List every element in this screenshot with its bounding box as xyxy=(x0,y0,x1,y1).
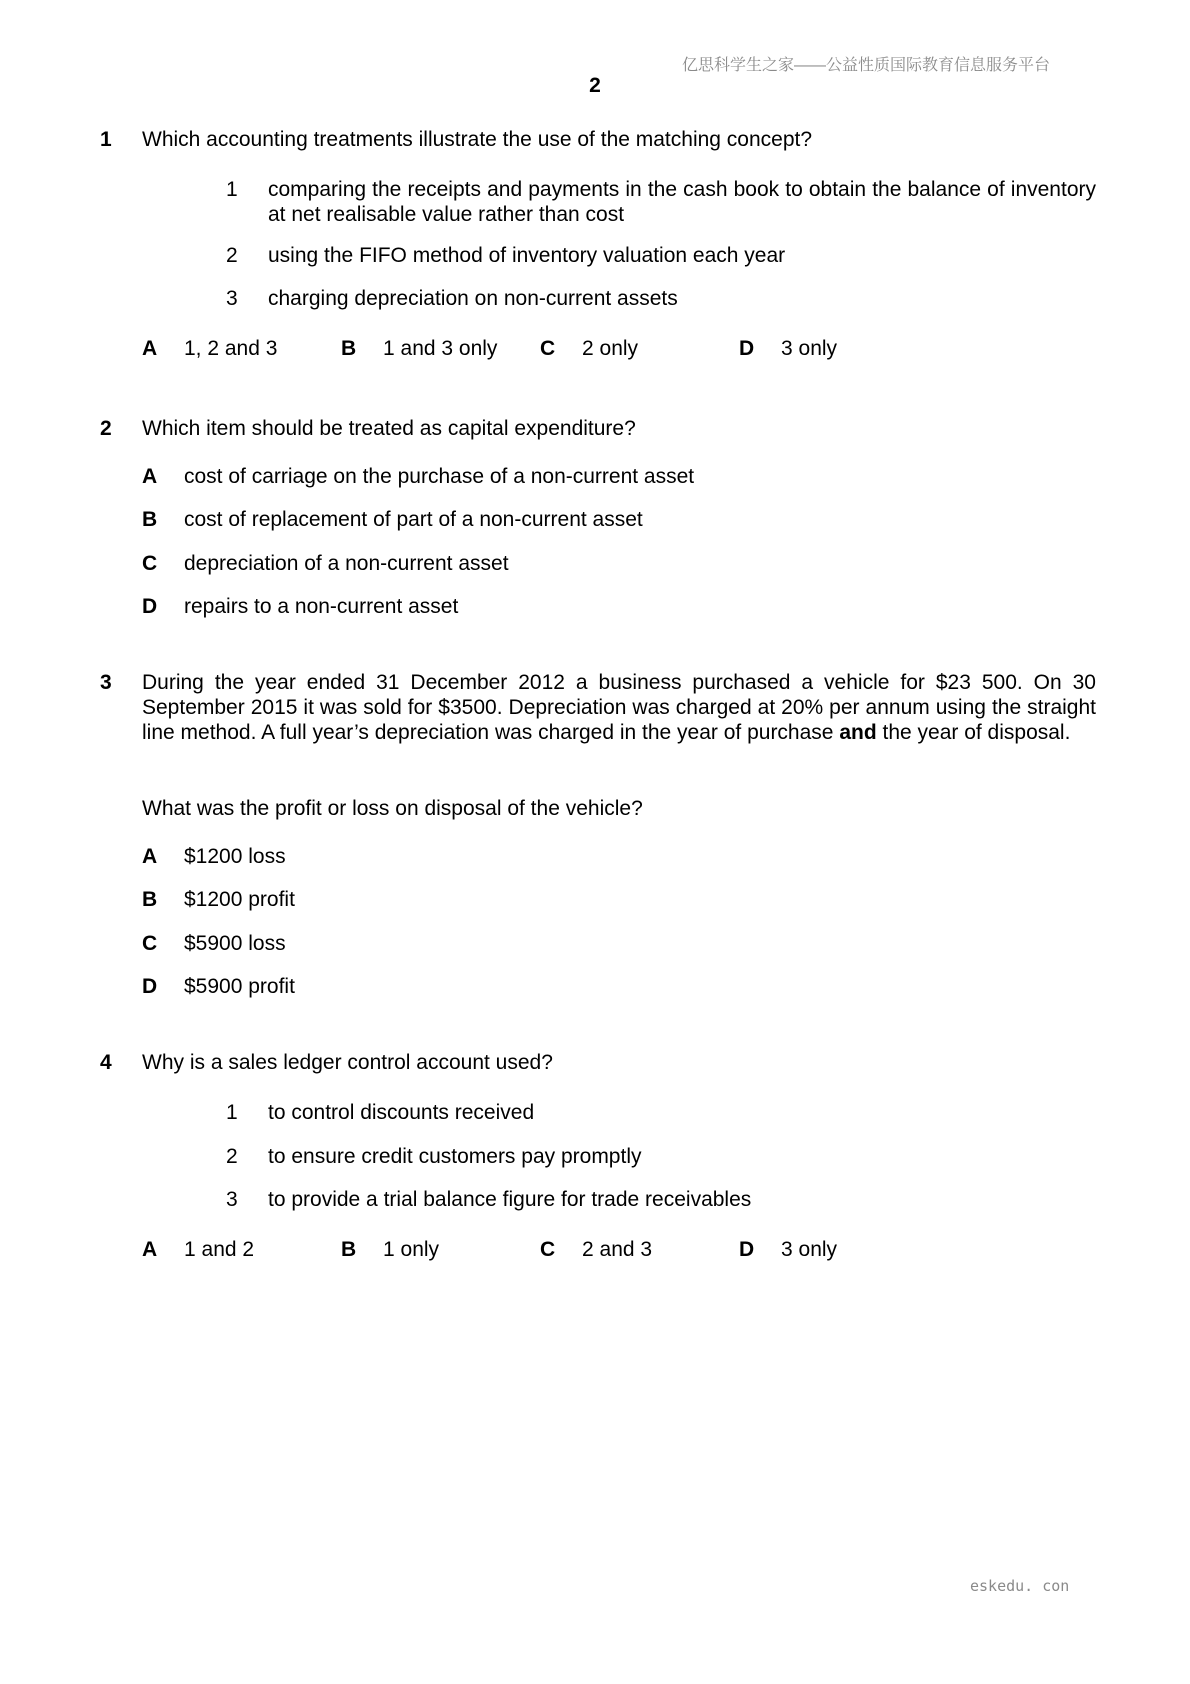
question-prompt: What was the profit or loss on disposal of the vehicle? xyxy=(142,797,643,820)
option-letter: B xyxy=(142,888,158,911)
option-text: 3 only xyxy=(781,1238,838,1261)
option-letter: A xyxy=(142,1238,158,1261)
option-text: 1 and 3 only xyxy=(383,337,498,360)
option-text: cost of carriage on the purchase of a non-current asset xyxy=(184,465,695,488)
option-letter: B xyxy=(341,337,357,360)
option-text: repairs to a non-current asset xyxy=(184,595,459,618)
question-text-bold: and xyxy=(839,721,877,744)
option-text: 2 and 3 xyxy=(582,1238,653,1261)
option-text: $1200 profit xyxy=(184,888,295,911)
statement-number: 3 xyxy=(226,287,238,310)
page-number: 2 xyxy=(589,74,601,97)
statement-text: charging depreciation on non-current assets xyxy=(268,287,678,310)
statement-number: 2 xyxy=(226,244,238,267)
option-text: 3 only xyxy=(781,337,838,360)
option-letter: C xyxy=(142,932,158,955)
option-text: depreciation of a non-current asset xyxy=(184,552,509,575)
statement-text: to control discounts received xyxy=(268,1101,535,1124)
option-letter: A xyxy=(142,845,158,868)
question-text-part1: During the year ended 31 December 2012 a business purchased a vehicle for $23 500. On 30 September 2015 it was sold for $3500. Depreciation was charged at 20% per annum using the straight line method. A full year’s depreciation was charged in the year of purchase xyxy=(142,671,1096,744)
option-letter: C xyxy=(142,552,158,575)
option-text: $5900 profit xyxy=(184,975,295,998)
statement-number: 1 xyxy=(226,178,238,201)
question-number: 2 xyxy=(100,417,112,440)
option-letter: D xyxy=(142,975,158,998)
option-letter: D xyxy=(739,337,755,360)
option-letter: C xyxy=(540,337,556,360)
option-letter: C xyxy=(540,1238,556,1261)
question-text-part2: the year of disposal. xyxy=(876,721,1071,744)
statement-text: comparing the receipts and payments in the cash book to obtain the balance of inventory at net realisable value rather than cost xyxy=(268,178,1096,226)
option-letter: B xyxy=(142,508,158,531)
option-letter: D xyxy=(142,595,158,618)
statement-text: using the FIFO method of inventory valuation each year xyxy=(268,244,786,267)
option-text: $1200 loss xyxy=(184,845,286,868)
option-letter: B xyxy=(341,1238,357,1261)
option-letter: A xyxy=(142,465,158,488)
question-number: 1 xyxy=(100,128,112,151)
statement-number: 3 xyxy=(226,1188,238,1211)
option-text: $5900 loss xyxy=(184,932,286,955)
option-text: 2 only xyxy=(582,337,639,360)
statement-number: 2 xyxy=(226,1145,238,1168)
option-text: cost of replacement of part of a non-current asset xyxy=(184,508,643,531)
question-number: 3 xyxy=(100,671,112,694)
statement-number: 1 xyxy=(226,1101,238,1124)
question-text: Which item should be treated as capital expenditure? xyxy=(142,417,636,440)
question-text: Why is a sales ledger control account used? xyxy=(142,1051,553,1074)
question-text xyxy=(142,670,1096,745)
option-text: 1 only xyxy=(383,1238,440,1261)
statement-text: to provide a trial balance figure for trade receivables xyxy=(268,1188,752,1211)
option-letter: D xyxy=(739,1238,755,1261)
option-text: 1 and 2 xyxy=(184,1238,255,1261)
question-text: Which accounting treatments illustrate the use of the matching concept? xyxy=(142,128,813,151)
statement-text: to ensure credit customers pay promptly xyxy=(268,1145,642,1168)
footer-site-text: eskedu. con xyxy=(970,1577,1070,1595)
option-letter: A xyxy=(142,337,158,360)
option-text: 1, 2 and 3 xyxy=(184,337,278,360)
watermark-text: 亿思科学生之家——公益性质国际教育信息服务平台 xyxy=(682,57,1051,74)
question-number: 4 xyxy=(100,1051,112,1074)
